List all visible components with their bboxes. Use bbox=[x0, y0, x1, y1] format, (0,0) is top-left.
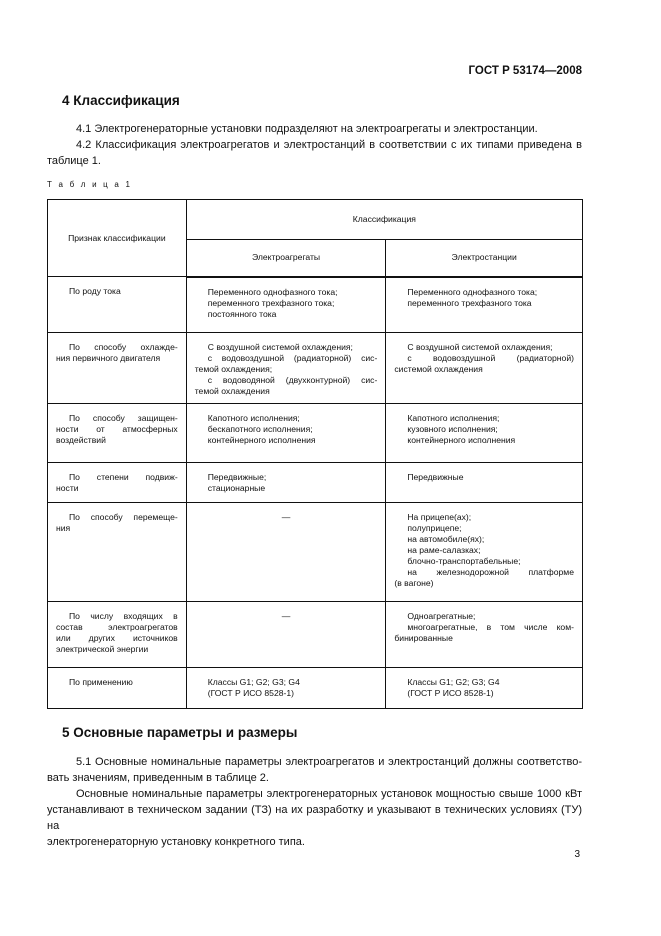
cell-line: стационарные bbox=[207, 483, 266, 493]
cell-line: постоянного тока bbox=[207, 308, 277, 319]
cell-col2 bbox=[386, 503, 583, 602]
cell-col2 bbox=[386, 277, 583, 333]
cell-feature bbox=[48, 668, 187, 709]
text-line: электрогенераторную установку конкретного типа. bbox=[47, 836, 305, 848]
cell-line: на раме-салазках; bbox=[407, 545, 481, 555]
cell-line: контейнерного исполнения bbox=[407, 435, 516, 445]
cell-col1: — bbox=[186, 503, 386, 602]
cell-line: ния первичного двигателя bbox=[56, 353, 161, 363]
cell-line: блочно-транспортабельные; bbox=[407, 556, 521, 566]
cell-line: кузовного исполнения; bbox=[407, 424, 498, 434]
header-feature: Признак классификации bbox=[48, 200, 187, 277]
cell-col1 bbox=[186, 277, 386, 333]
cell-line: Передвижные; bbox=[207, 472, 267, 482]
header-power-stations: Электростанции bbox=[386, 240, 583, 277]
cell-col1 bbox=[186, 463, 386, 503]
cell-feature bbox=[48, 404, 187, 463]
cell-col1 bbox=[186, 333, 386, 404]
document-code: ГОСТ Р 53174—2008 bbox=[468, 65, 582, 77]
cell-line: или других источников bbox=[56, 633, 178, 643]
table-caption: Т а б л и ц а 1 bbox=[47, 180, 133, 189]
table-row bbox=[48, 668, 583, 709]
cell-line: Передвижные bbox=[407, 472, 464, 482]
cell-line: На прицепе(ах); bbox=[407, 512, 472, 522]
text-line: Основные номинальные параметры электрогенераторных установок мощностью свыше 1000 кВт bbox=[76, 788, 582, 800]
classification-table bbox=[47, 199, 583, 709]
cell-line: контейнерного исполнения bbox=[207, 435, 316, 445]
cell-line: ния bbox=[56, 523, 71, 533]
paragraph-4-1 bbox=[47, 121, 582, 137]
cell-feature bbox=[48, 277, 187, 333]
cell-col2 bbox=[386, 333, 583, 404]
cell-line: многоагрегатные, в том числе ком- bbox=[407, 622, 574, 632]
table-row bbox=[48, 333, 583, 404]
cell-line: воздействий bbox=[56, 435, 106, 445]
cell-line: По степени подвиж- bbox=[69, 472, 178, 482]
text-line: 4.2 Классификация электроагрегатов и электростанций в соответствии с их типами приведена в bbox=[76, 139, 582, 151]
cell-line: По роду тока bbox=[69, 286, 121, 296]
cell-line: переменного трехфазного тока bbox=[407, 297, 532, 308]
cell-line: с водовоздушной (радиаторной) bbox=[407, 353, 574, 363]
cell-col2 bbox=[386, 668, 583, 709]
cell-line: темой охлаждения bbox=[194, 386, 270, 396]
cell-line: (ГОСТ Р ИСО 8528-1) bbox=[207, 688, 294, 698]
cell-line: бинированные bbox=[394, 633, 453, 643]
cell-line: Капотного исполнения; bbox=[407, 413, 500, 423]
text-line: таблице 1. bbox=[47, 155, 101, 167]
cell-line: С воздушной системой охлаждения; bbox=[407, 342, 553, 352]
cell-feature bbox=[48, 503, 187, 602]
cell-line: По способу перемеще- bbox=[69, 512, 178, 522]
text-line: 5.1 Основные номинальные параметры электроагрегатов и электростанций должны соответство- bbox=[76, 756, 582, 768]
cell-line: Классы G1; G2; G3; G4 bbox=[207, 677, 300, 687]
cell-line: ности bbox=[56, 483, 79, 493]
cell-line: системой охлаждения bbox=[394, 364, 483, 374]
table-row bbox=[48, 503, 583, 602]
cell-line: По применению bbox=[69, 677, 133, 687]
cell-line: Одноагрегатные; bbox=[407, 611, 476, 621]
paragraph-5-2 bbox=[47, 786, 582, 850]
cell-col2 bbox=[386, 404, 583, 463]
cell-line: электрической энергии bbox=[56, 644, 149, 654]
section-4-heading: 4 Классификация bbox=[62, 93, 180, 108]
header-classification: Классификация bbox=[186, 200, 582, 240]
cell-line: темой охлаждения; bbox=[194, 364, 273, 374]
cell-feature bbox=[48, 333, 187, 404]
cell-line: (ГОСТ Р ИСО 8528-1) bbox=[407, 688, 494, 698]
cell-line: Переменного однофазного тока; bbox=[407, 286, 538, 297]
cell-line: Классы G1; G2; G3; G4 bbox=[407, 677, 500, 687]
paragraph-5-1 bbox=[47, 754, 582, 786]
cell-line: (в вагоне) bbox=[394, 578, 434, 588]
cell-line: Переменного однофазного тока; bbox=[207, 286, 338, 297]
cell-line: С воздушной системой охлаждения; bbox=[207, 342, 353, 352]
cell-line: По способу защищен- bbox=[69, 413, 178, 423]
table-row bbox=[48, 602, 583, 668]
cell-line: Капотного исполнения; bbox=[207, 413, 300, 423]
cell-line: состав электроагрегатов bbox=[56, 622, 178, 632]
cell-col1 bbox=[186, 668, 386, 709]
cell-line: на автомобиле(ях); bbox=[407, 534, 485, 544]
cell-line: с водовоздушной (радиаторной) сис- bbox=[207, 353, 378, 363]
page-number: 3 bbox=[574, 849, 580, 860]
cell-col1: — bbox=[186, 602, 386, 668]
cell-line: переменного трехфазного тока; bbox=[207, 297, 335, 308]
cell-feature bbox=[48, 463, 187, 503]
cell-line: По числу входящих в bbox=[69, 611, 178, 621]
cell-feature bbox=[48, 602, 187, 668]
cell-col2 bbox=[386, 463, 583, 503]
cell-line: ности от атмосферных bbox=[56, 424, 178, 434]
table-row bbox=[48, 404, 583, 463]
section-5-heading: 5 Основные параметры и размеры bbox=[62, 725, 298, 740]
text-line: устанавливают в техническом задании (ТЗ) на их разработку и указывают в технических условиях (ТУ) на bbox=[47, 804, 582, 832]
cell-line: полуприцепе; bbox=[407, 523, 462, 533]
table-row bbox=[48, 463, 583, 503]
cell-line: бескапотного исполнения; bbox=[207, 424, 313, 434]
cell-col1 bbox=[186, 404, 386, 463]
text-line: вать значениям, приведенным в таблице 2. bbox=[47, 772, 269, 784]
cell-col2 bbox=[386, 602, 583, 668]
cell-line: на железнодорожной платформе bbox=[407, 567, 574, 577]
header-electro-units: Электроагрегаты bbox=[186, 240, 386, 277]
text-line: 4.1 Электрогенераторные установки подразделяют на электроагрегаты и электростанции. bbox=[76, 123, 538, 135]
cell-line: с водоводяной (двухконтурной) сис- bbox=[207, 375, 378, 385]
table-row bbox=[48, 277, 583, 333]
paragraph-4-2 bbox=[47, 137, 582, 169]
cell-line: По способу охлажде- bbox=[69, 342, 178, 352]
